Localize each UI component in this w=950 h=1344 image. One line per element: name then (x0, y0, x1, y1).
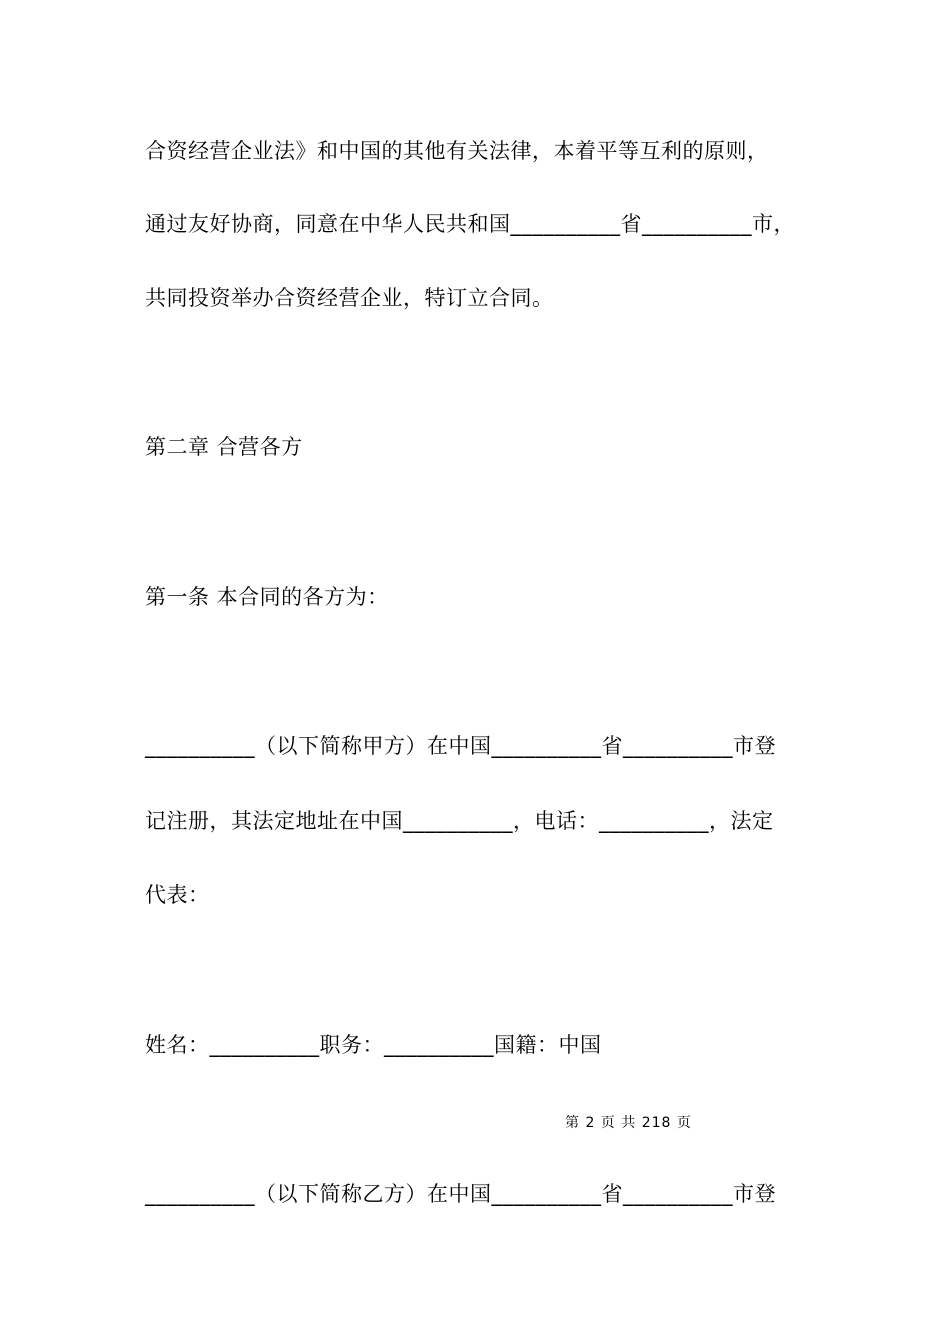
party-a-line-3: 代表： (145, 883, 210, 907)
intro-line-1: 合资经营企业法》和中国的其他有关法律，本着平等互利的原则， (145, 139, 769, 163)
article-1-heading: 第一条 本合同的各方为： (145, 585, 389, 609)
chapter-heading: 第二章 合营各方 (145, 435, 303, 459)
party-a-line-1: __________（以下简称甲方）在中国__________省__________市登 (145, 734, 776, 758)
party-a-representative: 姓名：__________职务：__________国籍：中国 (145, 1033, 602, 1057)
page-number: 第 2 页 共 218 页 (565, 1115, 692, 1131)
party-b-line-1: __________（以下简称乙方）在中国__________省__________市登 (145, 1182, 776, 1206)
intro-line-3: 共同投资举办合资经营企业，特订立合同。 (145, 286, 554, 310)
party-a-line-2: 记注册，其法定地址在中国__________，电话：__________，法定 (145, 809, 774, 833)
intro-line-2: 通过友好协商，同意在中华人民共和国__________省__________市， (145, 212, 795, 236)
